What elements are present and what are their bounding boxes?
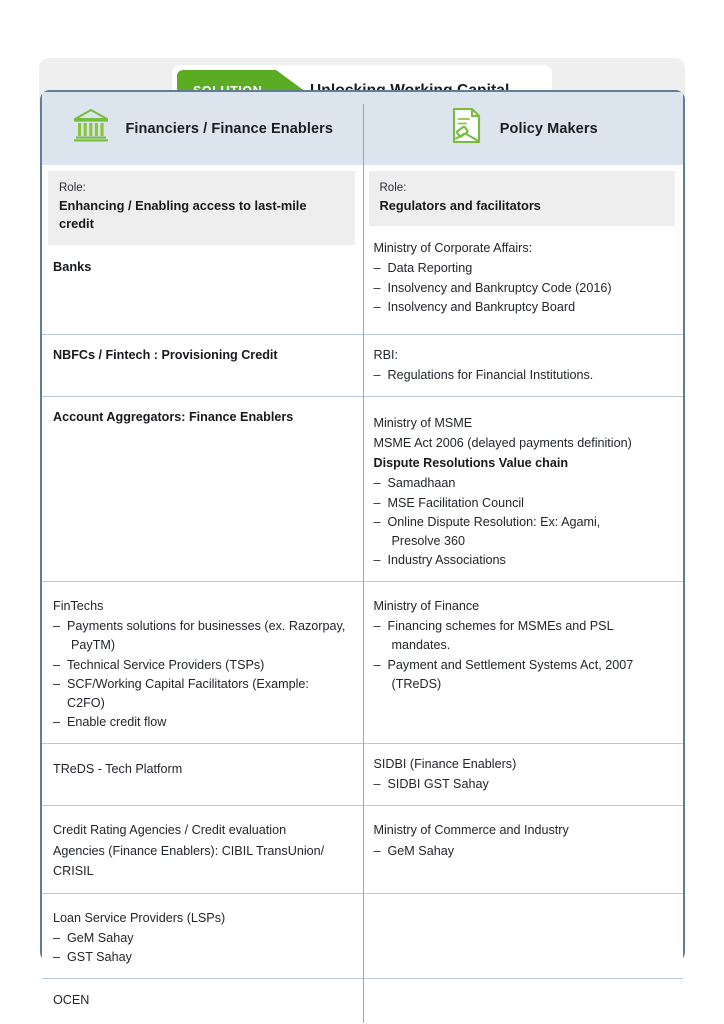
- cell-lead-text: Ministry of Corporate Affairs:: [373, 241, 533, 256]
- cell-lead-text: FinTechs: [53, 599, 104, 614]
- table-row-treds: [42, 743, 683, 805]
- list-item: – Regulations for Financial Institutions.: [374, 366, 670, 385]
- cell-policy-msme: [363, 397, 684, 581]
- bullet-list: [374, 617, 670, 694]
- cell-financiers-lsp: [42, 894, 363, 978]
- cell-lead-text: Ministry of MSME: [373, 416, 473, 431]
- table-row-credit-rating: [42, 805, 683, 892]
- cell-spacer: [48, 274, 355, 328]
- cell-lead-text: TReDS - Tech Platform: [53, 762, 183, 777]
- cell-financiers-treds: [42, 744, 363, 805]
- list-item: – GST Sahay: [53, 948, 349, 967]
- cell-policy-empty: [363, 894, 684, 978]
- table-row-nbfc: [42, 334, 683, 396]
- role-band: [369, 171, 676, 226]
- role-band: [48, 171, 355, 245]
- cell-lead-text: RBI:: [373, 347, 398, 362]
- cell-policy-finance: [363, 582, 684, 743]
- list-item-text: Financing schemes for MSMEs and PSL: [387, 619, 614, 634]
- cell-lead-text: Loan Service Providers (LSPs): [53, 910, 226, 925]
- list-item: – Industry Associations: [374, 551, 670, 570]
- list-item-continuation: mandates.: [391, 638, 451, 653]
- table-body: [42, 165, 683, 1022]
- list-item: – GeM Sahay: [53, 929, 349, 948]
- list-item: – Enable credit flow: [53, 713, 349, 732]
- cell-financiers-nbfc: [42, 335, 363, 396]
- bullet-list: [374, 775, 670, 794]
- table-row-role: [42, 165, 683, 334]
- list-item: [53, 617, 349, 655]
- role-label: Role:: [59, 182, 86, 194]
- cell-lead-text: Account Aggregators: Finance Enablers: [53, 410, 294, 425]
- cell-policy-sidbi: [363, 744, 684, 805]
- cell-lead-text: Credit Rating Agencies / Credit evaluation: [53, 823, 287, 838]
- cell-financiers-fintechs: [42, 582, 363, 743]
- table-row-ocen: [42, 978, 683, 1022]
- cell-lead-text-3: CRISIL: [53, 863, 94, 878]
- list-item: – GeM Sahay: [374, 842, 670, 861]
- list-item: [374, 656, 670, 694]
- bullet-list: [374, 474, 670, 570]
- list-item: – MSE Facilitation Council: [374, 494, 670, 513]
- cell-financiers-role: [42, 165, 363, 334]
- cell-policy-role: [363, 165, 684, 334]
- list-item: – SIDBI GST Sahay: [374, 775, 670, 794]
- table-row-account-aggregators: [42, 396, 683, 581]
- cell-lead-text: Ministry of Commerce and Industry: [373, 823, 569, 838]
- list-item-text: Online Dispute Resolution: Ex: Agami,: [387, 514, 601, 529]
- column-header-band: [42, 92, 683, 165]
- cell-lead-text-2: Agencies (Finance Enablers): CIBIL TransUnion/: [53, 843, 325, 858]
- cell-lead-text: OCEN: [53, 993, 90, 1008]
- list-item-text: Payment and Settlement Systems Act, 2007: [387, 657, 634, 672]
- cell-lead-text: Banks: [53, 258, 92, 274]
- bullet-list: [374, 366, 670, 385]
- table-row-fintechs: [42, 581, 683, 743]
- list-item: – Insolvency and Bankruptcy Board: [374, 298, 671, 317]
- role-value: Regulators and facilitators: [379, 197, 541, 213]
- bullet-list: [374, 259, 671, 316]
- bullet-list: [53, 929, 349, 967]
- list-item-continuation: Presolve 360: [391, 533, 466, 548]
- cell-lead-text: Ministry of Finance: [373, 599, 480, 614]
- comparison-table-card: [40, 90, 685, 1008]
- cell-policy-rbi: [363, 335, 684, 396]
- column-header-financiers: [42, 92, 363, 165]
- document-gavel-icon: [448, 106, 486, 151]
- list-item: – Insolvency and Bankruptcy Code (2016): [374, 279, 671, 298]
- cell-financiers-ocen: [42, 979, 363, 1022]
- cell-lead-text-3: Dispute Resolutions Value chain: [373, 456, 569, 471]
- cell-lead-text-2: MSME Act 2006 (delayed payments definition): [373, 436, 632, 451]
- cell-policy-empty-2: [363, 979, 684, 1022]
- list-item: [374, 513, 670, 551]
- bullet-list: [53, 617, 349, 732]
- list-item-continuation: PayTM): [71, 638, 116, 653]
- cell-lead-text: SIDBI (Finance Enablers): [373, 757, 517, 772]
- column-header-policy-makers: [363, 92, 684, 165]
- role-label: Role:: [379, 182, 407, 194]
- role-value: Enhancing / Enabling access to last-mile credit: [59, 197, 307, 232]
- bullet-list: [374, 842, 670, 861]
- list-item: – Samadhaan: [374, 474, 670, 493]
- list-item: [374, 617, 670, 655]
- list-item: – SCF/Working Capital Facilitators (Example: C2FO): [53, 675, 349, 713]
- table-row-loan-service-providers: [42, 893, 683, 978]
- list-item: – Technical Service Providers (TSPs): [53, 656, 349, 675]
- column-header-label: Financiers / Finance Enablers: [125, 120, 334, 137]
- cell-financiers-credit-rating: [42, 806, 363, 892]
- bank-icon: [71, 107, 111, 150]
- cell-policy-commerce: [363, 806, 684, 892]
- cell-lead-text: NBFCs / Fintech : Provisioning Credit: [53, 347, 278, 362]
- list-item-text: Payments solutions for businesses (ex. Razorpay,: [67, 619, 346, 634]
- cell-financiers-account-aggregators: [42, 397, 363, 581]
- list-item: – Data Reporting: [374, 259, 671, 278]
- list-item-continuation: (TReDS): [391, 676, 442, 691]
- column-header-label: Policy Makers: [499, 120, 598, 137]
